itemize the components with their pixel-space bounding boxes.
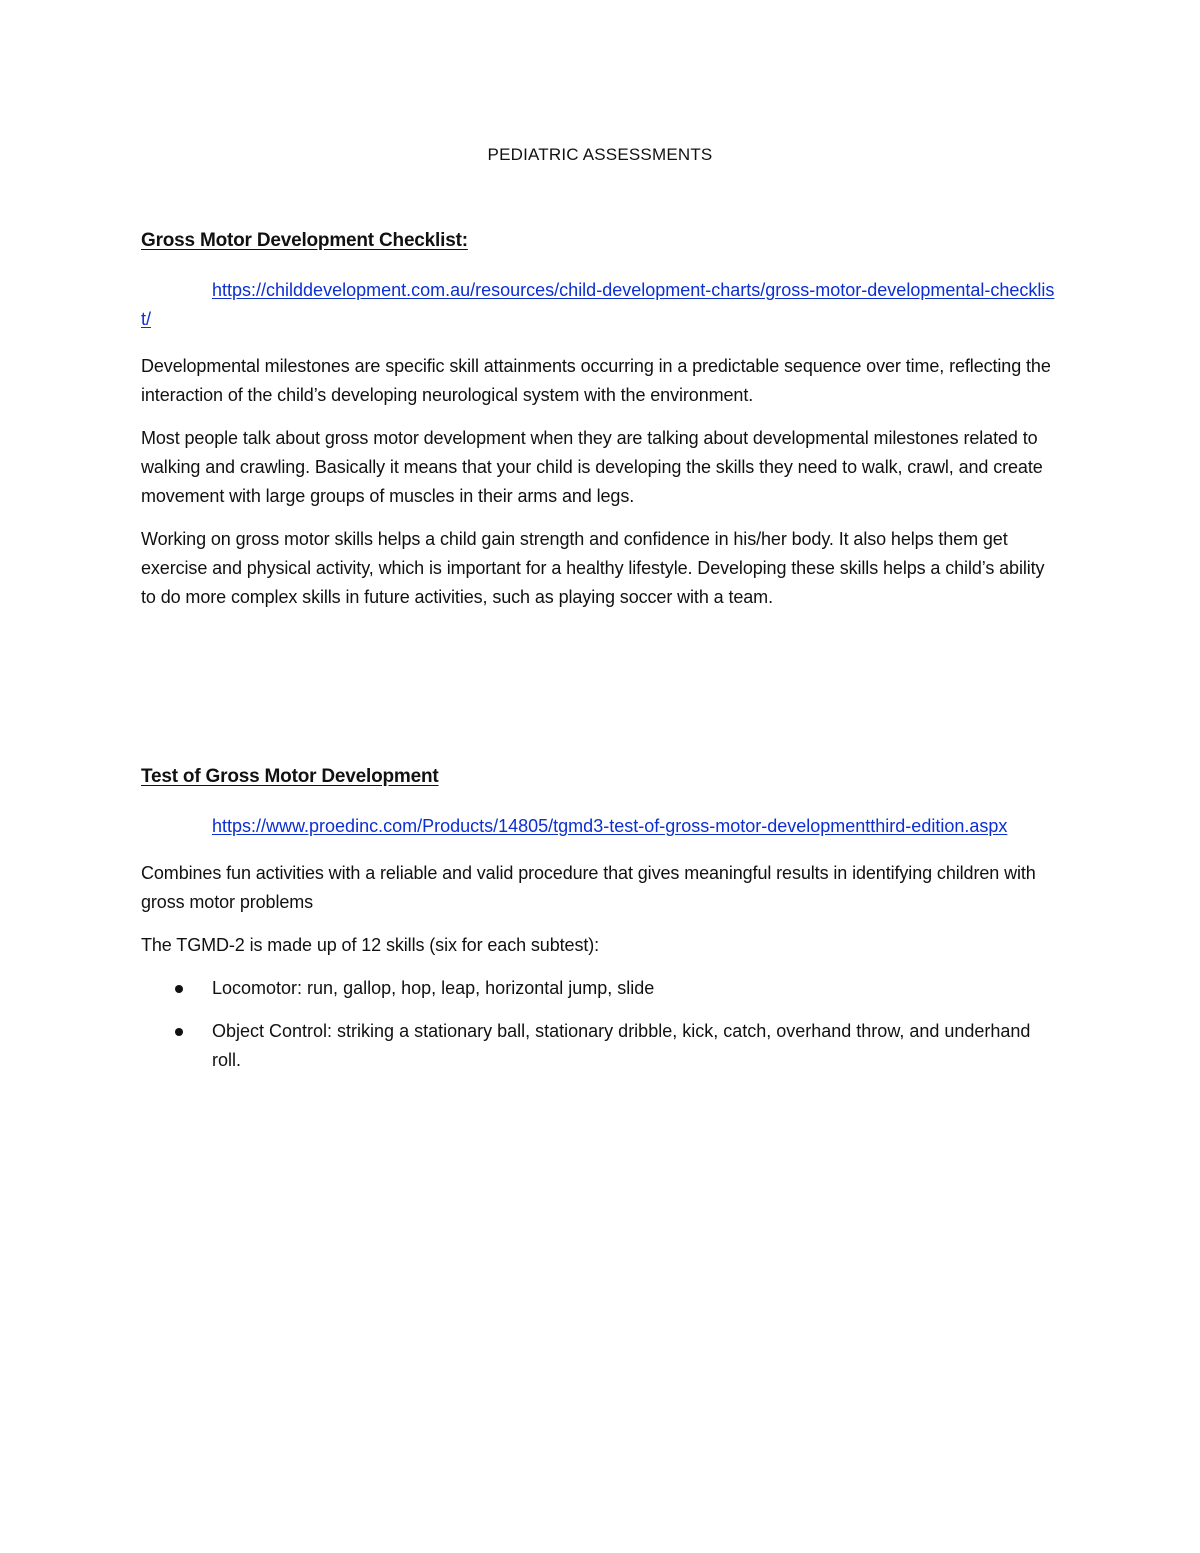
paragraph-gross-motor-definition: Most people talk about gross motor development when they are talking about developmental milestones related to walking and crawling. Basically it means that your child is developing the skills they need to walk, crawl, and create movement with large groups of muscles in their arms and legs. — [141, 428, 1043, 506]
bullet-icon — [175, 985, 183, 993]
paragraph-tgmd-description: Combines fun activities with a reliable and valid procedure that gives meaningful results in identifying children with gross motor problems — [141, 863, 1036, 912]
section-gross-motor-checklist — [141, 230, 1061, 612]
paragraph-tgmd-skills-intro: The TGMD-2 is made up of 12 skills (six for each subtest): — [141, 935, 600, 955]
checklist-link[interactable]: https://childdevelopment.com.au/resources/child-development-charts/gross-motor-developmental-checklist/ — [141, 280, 1055, 329]
section-tgmd — [141, 766, 1061, 1089]
list-item — [141, 974, 1061, 1003]
tgmd-link[interactable]: https://www.proedinc.com/Products/14805/tgmd3-test-of-gross-motor-developmentthird-edition.aspx — [212, 816, 1008, 836]
section-heading: Gross Motor Development Checklist: — [141, 230, 468, 251]
bullet-icon — [175, 1028, 183, 1036]
document-title: PEDIATRIC ASSESSMENTS — [487, 145, 713, 164]
skills-bullet-list — [141, 974, 1061, 1075]
paragraph-benefits: Working on gross motor skills helps a child gain strength and confidence in his/her body. It also helps them get exercise and physical activity, which is important for a healthy lifestyle. Developing these skills helps a child’s ability to do more complex skills in future activities, such as playing soccer with a team. — [141, 529, 1045, 607]
paragraph-milestones: Developmental milestones are specific skill attainments occurring in a predictable sequence over time, reflecting the interaction of the child’s developing neurological system with the environment. — [141, 356, 1051, 405]
section-heading: Test of Gross Motor Development — [141, 766, 439, 787]
list-item — [141, 1017, 1061, 1075]
list-item-text: Object Control: striking a stationary ball, stationary dribble, kick, catch, overhand throw, and underhand roll. — [212, 1021, 1031, 1070]
list-item-text: Locomotor: run, gallop, hop, leap, horizontal jump, slide — [212, 978, 655, 998]
